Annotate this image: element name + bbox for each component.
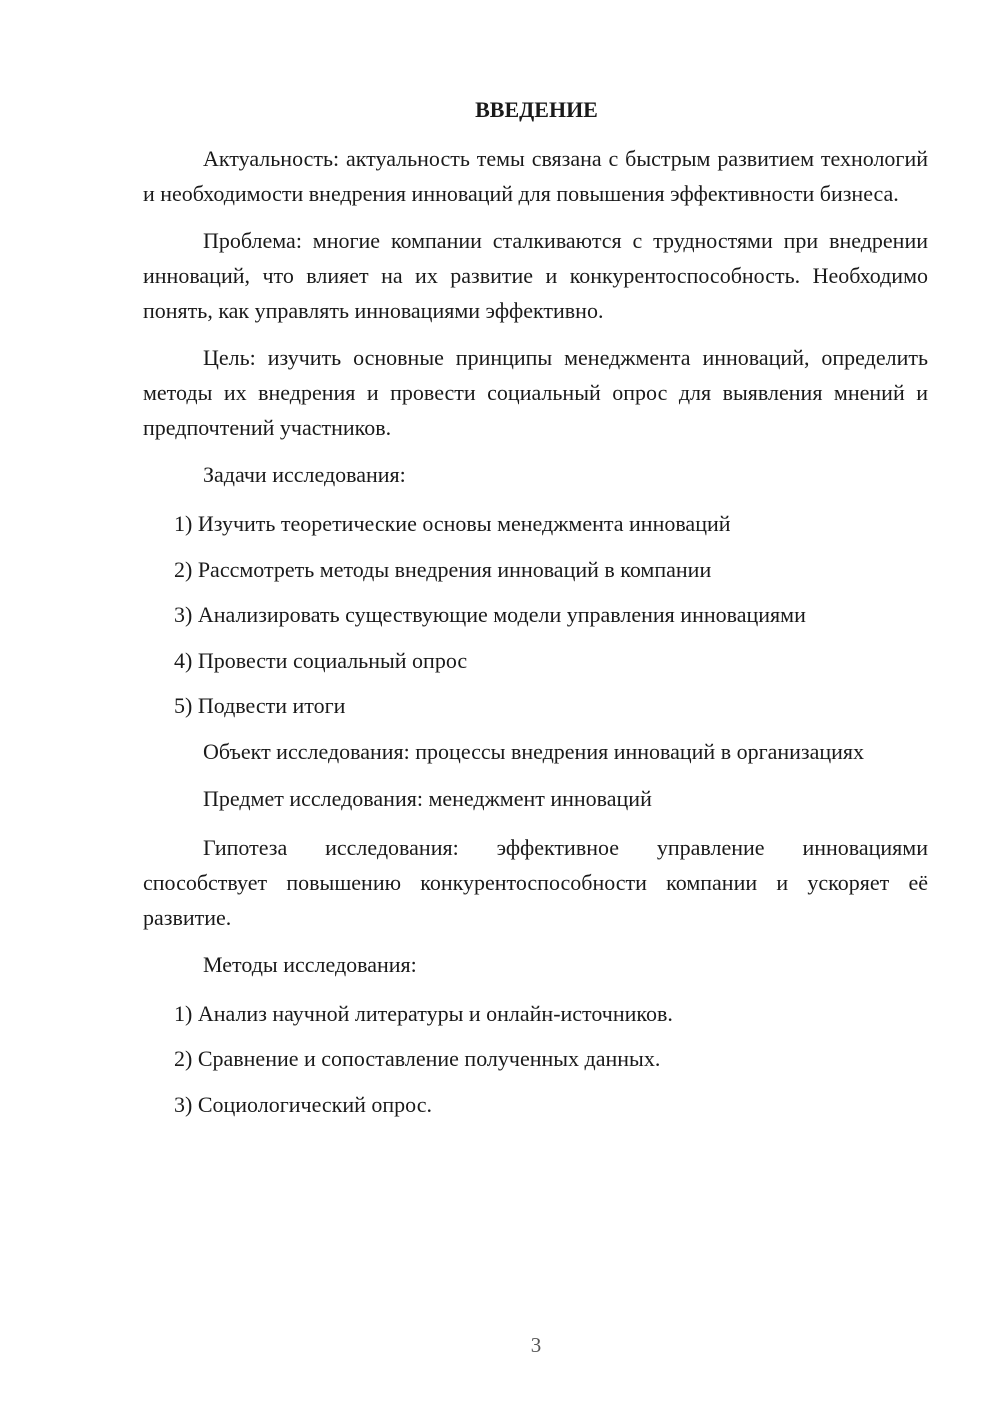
tasks-list [143, 506, 928, 723]
task-item: 2) Рассмотреть методы внедрения инноваций в компании [174, 556, 712, 582]
method-item: 3) Социологический опрос. [174, 1091, 432, 1117]
document-body [143, 95, 928, 1132]
object-paragraph: Объект исследования: процессы внедрения инноваций в организациях [203, 738, 865, 764]
task-item: 3) Анализировать существующие модели управления инновациями [174, 602, 806, 627]
hypothesis-paragraph: Гипотеза исследования: эффективное управление инновациями способствует повышению конкурентоспособности компании и ускоряет её развитие. [143, 834, 928, 930]
method-item: 2) Сравнение и сопоставление полученных данных. [174, 1046, 661, 1071]
methods-heading: Методы исследования: [203, 951, 417, 977]
subject-paragraph: Предмет исследования: менеджмент инноваций [203, 785, 652, 811]
goal-paragraph: Цель: изучить основные принципы менеджмента инноваций, определить методы их внедрения и провести социальный опрос для выявления мнений и предпочтений участников. [143, 345, 928, 440]
task-item: 1) Изучить теоретические основы менеджмента инноваций [174, 511, 731, 536]
relevance-paragraph: Актуальность: актуальность темы связана с быстрым развитием технологий и необходимости внедрения инноваций для повышения эффективности бизнеса. [143, 146, 928, 206]
task-item: 5) Подвести итоги [174, 693, 346, 718]
task-item: 4) Провести социальный опрос [174, 647, 468, 673]
problem-paragraph: Проблема: многие компании сталкиваются с трудностями при внедрении инноваций, что влияет на их развитие и конкурентоспособность. Необходимо понять, как управлять инновациями эффективно. [143, 228, 928, 323]
method-item: 1) Анализ научной литературы и онлайн-источников. [174, 1000, 673, 1026]
tasks-heading: Задачи исследования: [203, 462, 406, 487]
methods-list [143, 996, 928, 1122]
section-title: ВВЕДЕНИЕ [475, 97, 598, 122]
page-number: 3 [530, 1333, 542, 1357]
